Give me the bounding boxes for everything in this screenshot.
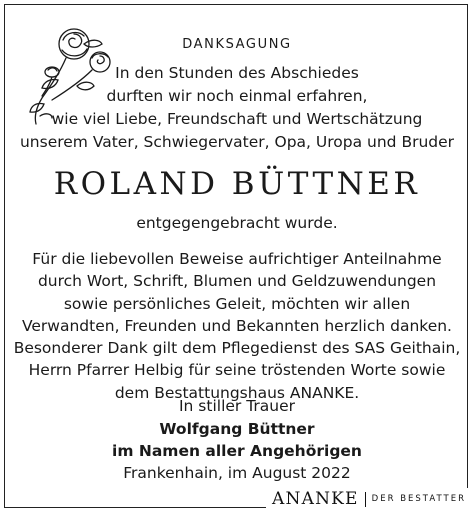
mourner-name: Wolfgang Büttner	[159, 419, 315, 438]
funeral-home-logo	[266, 488, 470, 510]
thanks-line: Besonderer Dank gilt dem Pflegedienst des SAS Geithain,	[13, 339, 461, 358]
place-date: Frankenhain, im August 2022	[123, 464, 351, 482]
mourning-block	[0, 395, 474, 463]
thanks-line: Für die liebevollen Beweise aufrichtiger Anteilnahme	[32, 250, 442, 268]
heading: DANKSAGUNG	[182, 37, 292, 52]
intro-line: unserem Vater, Schwiegervater, Opa, Uropa und Bruder	[19, 133, 455, 151]
thanks-line: dem Bestattungshaus ANANKE.	[114, 383, 360, 402]
thanks-line: durch Wort, Schrift, Blumen und Geldzuwendungen	[37, 272, 437, 291]
logo-tagline: DER BESTATTER	[371, 494, 466, 504]
intro-line: In den Stunden des Abschiedes	[115, 64, 359, 82]
thanks-text	[0, 248, 474, 404]
logo-brand: ANANKE	[272, 489, 359, 509]
thanks-line: sowie persönliches Geleit, möchten wir allen	[63, 294, 411, 313]
intro-line: durften wir noch einmal erfahren,	[106, 87, 368, 105]
thanks-line: Verwandten, Freunden und Bekannten herzlich danken.	[22, 316, 452, 335]
logo-divider	[365, 492, 366, 507]
intro-text	[0, 62, 474, 154]
after-name-text: entgegengebracht wurde.	[136, 214, 338, 232]
mourner-family: im Namen aller Angehörigen	[112, 442, 362, 460]
mourning-intro: In stiller Trauer	[178, 397, 296, 415]
thanks-line: Herrn Pfarrer Helbig für seine tröstenden Worte sowie	[28, 361, 446, 380]
intro-line: wie viel Liebe, Freundschaft und Wertschätzung	[51, 110, 423, 128]
deceased-name: ROLAND BÜTTNER	[53, 166, 421, 202]
